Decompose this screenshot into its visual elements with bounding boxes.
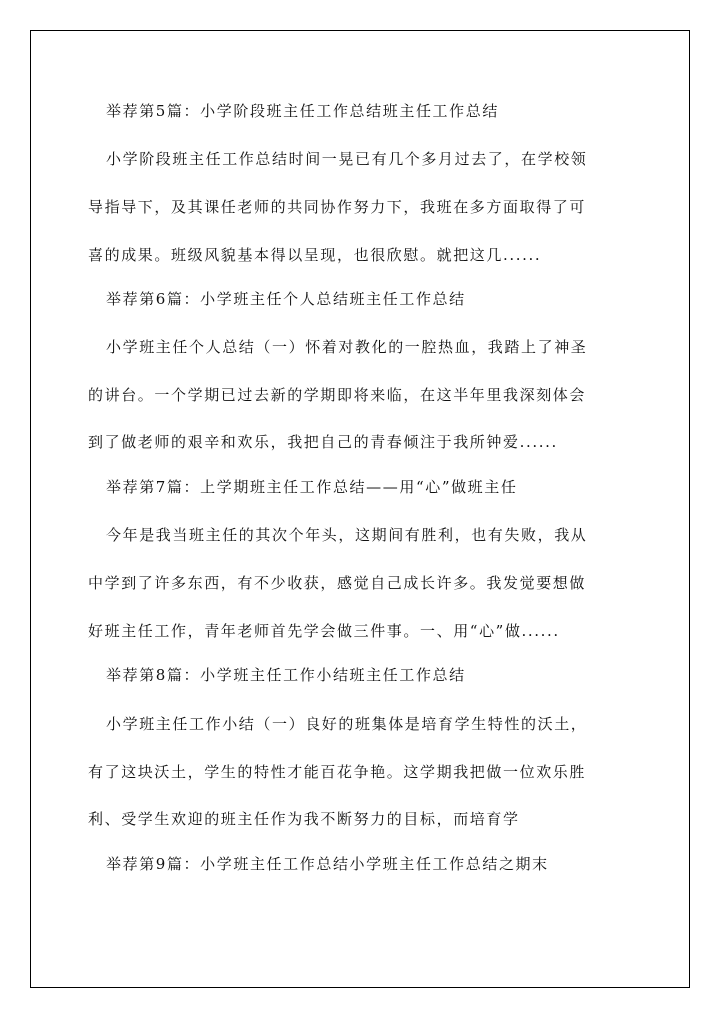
recommendation-heading-8: 举荐第8篇：小学班主任工作小结班主任工作总结 <box>106 666 466 684</box>
paragraph-6-line-1: 小学班主任个人总结（一）怀着对教化的一腔热血，我踏上了神圣 <box>106 338 588 356</box>
recommendation-heading-5: 举荐第5篇：小学阶段班主任工作总结班主任工作总结 <box>106 102 499 120</box>
paragraph-6-line-2: 的讲台。一个学期已过去新的学期即将来临，在这半年里我深刻体会 <box>88 386 587 404</box>
paragraph-5-line-1: 小学阶段班主任工作总结时间一晃已有几个多月过去了，在学校领 <box>106 150 588 168</box>
page-border <box>30 30 690 988</box>
paragraph-7-line-2: 中学到了许多东西，有不少收获，感觉自己成长许多。我发觉要想做 <box>88 574 587 592</box>
paragraph-7-line-3: 好班主任工作，青年老师首先学会做三件事。一、用“心”做...... <box>88 622 560 640</box>
paragraph-6-line-3: 到了做老师的艰辛和欢乐，我把自己的青春倾注于我所钟爱...... <box>88 433 558 451</box>
paragraph-8-line-1: 小学班主任工作小结（一）良好的班集体是培育学生特性的沃土， <box>106 715 588 733</box>
paragraph-5-line-2: 导指导下，及其课任老师的共同协作努力下，我班在多方面取得了可 <box>88 198 587 216</box>
paragraph-7-line-1: 今年是我当班主任的其次个年头，这期间有胜利，也有失败，我从 <box>106 526 588 544</box>
paragraph-8-line-3: 利、受学生欢迎的班主任作为我不断努力的目标，而培育学 <box>88 810 520 828</box>
recommendation-heading-9: 举荐第9篇：小学班主任工作总结小学班主任工作总结之期末 <box>106 855 549 873</box>
recommendation-heading-7: 举荐第7篇：上学期班主任工作总结——用“心”做班主任 <box>106 478 518 496</box>
paragraph-8-line-2: 有了这块沃土，学生的特性才能百花争艳。这学期我把做一位欢乐胜 <box>88 763 587 781</box>
paragraph-5-line-3: 喜的成果。班级风貌基本得以呈现，也很欣慰。就把这几...... <box>88 246 542 264</box>
recommendation-heading-6: 举荐第6篇：小学班主任个人总结班主任工作总结 <box>106 290 466 308</box>
